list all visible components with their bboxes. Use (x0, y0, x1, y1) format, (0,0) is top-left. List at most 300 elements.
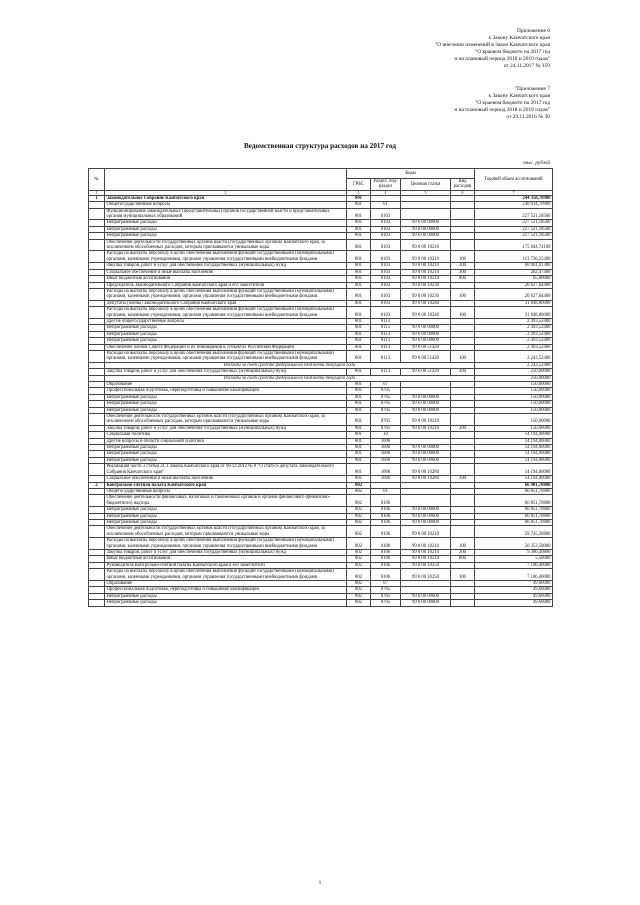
cs-cell: 99 0 00 00000 (401, 226, 451, 232)
razdel-cell: 1006 (371, 457, 401, 463)
razdel-cell: 0113 (371, 369, 401, 375)
sum-cell: 230 014,70900 (475, 202, 553, 208)
cs-cell: 99 0 00 10210 (401, 526, 451, 538)
grbs-cell: 802 (347, 482, 371, 488)
header-razdel: Раздел, под-раздел (371, 179, 401, 191)
sum-cell: 14 194,00000 (475, 464, 553, 476)
appendix-line: к Закону Камчатского края (488, 35, 550, 41)
sum-cell: 14 194,00000 (475, 438, 553, 444)
sum-cell: 49,60000 (475, 587, 553, 593)
razdel-cell: 0113 (371, 344, 401, 350)
cs-cell (401, 495, 451, 507)
razdel-cell: 0113 (371, 318, 401, 324)
row-name: Депутаты (члены) Законодательного Собрания Камчатского края (105, 300, 347, 306)
vr-cell: 200 (451, 263, 475, 269)
cs-cell: 99 0 00 00000 (401, 451, 451, 457)
sum-cell: 31 848,80000 (475, 300, 553, 306)
appendix-line: от 29.11.2016 № 30 (506, 114, 550, 120)
row-number (89, 538, 105, 550)
vr-cell (451, 526, 475, 538)
grbs-cell: 801 (347, 269, 371, 275)
cs-cell: 99 0 00 51420 (401, 350, 451, 362)
sum-cell: 66 851,70800 (475, 495, 553, 507)
razdel-cell: 0103 (371, 269, 401, 275)
cs-cell: 99 0 00 10230 (401, 282, 451, 288)
row-number (89, 288, 105, 300)
row-name: Обеспечение деятельности государственных органов власти (государственных органов) Камчатского края, за исключением обособленных расходов, которым присваиваются уникальные коды (105, 414, 347, 426)
sum-cell: 282,47400 (475, 269, 553, 275)
grbs-cell: 802 (347, 513, 371, 519)
sum-cell: 250,00000 (475, 375, 553, 381)
row-name: Другие общегосударственные вопросы (105, 318, 347, 324)
sum-cell: 2 493,52400 (475, 331, 553, 337)
razdel-cell: 01 (371, 488, 401, 494)
grbs-cell: 801 (347, 457, 371, 463)
cs-cell: 99 0 00 10210 (401, 263, 451, 269)
row-name: Непрограммные расходы (105, 519, 347, 525)
row-name: Непрограммные расходы (105, 325, 347, 331)
razdel-cell: 0705 (371, 425, 401, 431)
razdel-cell: 0103 (371, 307, 401, 319)
sum-cell: 65,00000 (475, 276, 553, 282)
grbs-cell: 801 (347, 445, 371, 451)
row-name: Расходы на выплаты персоналу в целях обеспечения выполнения функций государственными (муниципальными) органами, казенными учреждениями, органами управления государственными внебюджетными фондами (105, 251, 347, 263)
grbs-cell: 801 (347, 233, 371, 239)
note-cell: Расходы за счет средств федерального бюджета текущего года (105, 375, 475, 381)
grbs-cell: 802 (347, 495, 371, 507)
razdel-cell: 0106 (371, 549, 401, 555)
grbs-cell: 801 (347, 401, 371, 407)
table-row (89, 526, 553, 538)
appendix-line: "О внесении изменений в Закон Камчатского края (435, 42, 550, 48)
cs-cell: 99 0 00 00000 (401, 338, 451, 344)
razdel-cell: 0705 (371, 407, 401, 413)
grbs-cell: 801 (347, 369, 371, 375)
razdel-cell: 0106 (371, 556, 401, 562)
row-name: Руководитель Контрольно-счетной палаты Камчатского края и его заместители (105, 562, 347, 568)
sum-cell: 66 851,70800 (475, 513, 553, 519)
grbs-cell: 801 (347, 476, 371, 482)
header-name (105, 169, 347, 191)
cs-cell: 99 0 00 10230 (401, 288, 451, 300)
sum-cell: 66 851,70800 (475, 519, 553, 525)
sum-cell: 14 194,00000 (475, 432, 553, 438)
appendix-line: "О краевом бюджете на 2017 год (475, 100, 550, 106)
grbs-cell: 801 (347, 288, 371, 300)
row-name: Непрограммные расходы (105, 331, 347, 337)
vr-cell: 200 (451, 549, 475, 555)
row-name: Другие вопросы в области социальной политики (105, 438, 347, 444)
appendix-line: "Приложение 7 (514, 86, 550, 92)
vr-cell: 200 (451, 369, 475, 375)
col-number: 7 (475, 190, 553, 195)
row-name: Расходы на выплаты персоналу в целях обеспечения выполнения функций государственными (муниципальными) органами, казенными учреждениями, органами управления государственными внебюджетными фондами (105, 538, 347, 550)
vr-cell: 800 (451, 556, 475, 562)
header-sum: Годовой объем ассигнований (475, 169, 553, 191)
sum-cell: 250,00000 (475, 369, 553, 375)
cs-cell: 99 0 00 10280 (401, 476, 451, 482)
row-name: Непрограммные расходы (105, 457, 347, 463)
grbs-cell: 801 (347, 331, 371, 337)
cs-cell: 99 0 00 00000 (401, 233, 451, 239)
grbs-cell: 801 (347, 394, 371, 400)
sum-cell: 59 745,30800 (475, 526, 553, 538)
sum-cell: 2 493,52400 (475, 344, 553, 350)
razdel-cell: 0103 (371, 239, 401, 251)
vr-cell (451, 600, 475, 606)
header-vr: Вид расходов (451, 179, 475, 191)
grbs-cell: 801 (347, 226, 371, 232)
grbs-cell: 801 (347, 407, 371, 413)
table-row (89, 569, 553, 581)
grbs-cell: 802 (347, 587, 371, 593)
cs-cell: 99 0 00 10210 (401, 414, 451, 426)
sum-cell: 7 106,40000 (475, 569, 553, 581)
row-number (89, 251, 105, 263)
grbs-cell: 802 (347, 600, 371, 606)
row-number (89, 307, 105, 319)
grbs-cell: 802 (347, 562, 371, 568)
vr-cell (451, 464, 475, 476)
razdel-cell: 07 (371, 581, 401, 587)
sum-cell: 150,00000 (475, 414, 553, 426)
row-name: Непрограммные расходы (105, 220, 347, 226)
cs-cell: 99 0 00 10210 (401, 251, 451, 263)
sum-cell: 2 493,52400 (475, 318, 553, 324)
row-number (89, 350, 105, 362)
vr-cell (451, 239, 475, 251)
sum-cell: 20 627,64400 (475, 288, 553, 300)
row-name: Иные бюджетные ассигнования (105, 276, 347, 282)
row-name: Расходы на выплаты персоналу в целях обеспечения выполнения функций государственными (муниципальными) органами, казенными учреждениями, органами управления государственными внебюджетными фондами (105, 307, 347, 319)
row-name: Иные бюджетные ассигнования (105, 556, 347, 562)
razdel-cell: 1006 (371, 451, 401, 457)
grbs-cell: 801 (347, 350, 371, 362)
row-name: Образование (105, 382, 347, 388)
table-row (89, 239, 553, 251)
razdel-cell: 1006 (371, 476, 401, 482)
row-name: Реализация части 3 статьи 21.1 Закона Камчатского края от 08.12.2012 № 8 "О статусе депутата Законодательного Собрания Камчатского края" (105, 464, 347, 476)
appendix-line: от 24.11.2017 № 159 (503, 63, 550, 69)
row-name: Председатель Законодательного Собрания Камчатского края и его заместители (105, 282, 347, 288)
razdel-cell: 0106 (371, 526, 401, 538)
vr-cell: 100 (451, 569, 475, 581)
grbs-cell: 801 (347, 325, 371, 331)
vr-cell: 300 (451, 269, 475, 275)
document-title: Ведомственная структура расходов на 2017 год (243, 142, 397, 150)
sum-cell: 66 851,70800 (475, 488, 553, 494)
razdel-cell: 1006 (371, 438, 401, 444)
cs-cell: 99 0 00 00000 (401, 331, 451, 337)
sum-cell: 150,00000 (475, 407, 553, 413)
cs-cell: 99 0 00 00000 (401, 394, 451, 400)
row-name: Расходы на выплаты персоналу в целях обеспечения выполнения функций государственными (муниципальными) органами, казенными учреждениями, органами управления государственными внебюджетными фондами (105, 569, 347, 581)
sum-cell: 60 961,01300 (475, 263, 553, 269)
razdel-cell: 1006 (371, 464, 401, 476)
row-name: Закупка товаров, работ и услуг для обеспечения государственных (муниципальных) нужд (105, 369, 347, 375)
razdel-cell: 0113 (371, 331, 401, 337)
row-name: Непрограммные расходы (105, 445, 347, 451)
sum-cell: 227 521,18500 (475, 208, 553, 220)
table-row (89, 538, 553, 550)
razdel-cell: 07 (371, 382, 401, 388)
sum-cell: 227 521,18500 (475, 226, 553, 232)
table-row (89, 307, 553, 319)
grbs-cell: 802 (347, 556, 371, 562)
grbs-cell: 802 (347, 593, 371, 599)
row-number (89, 569, 105, 581)
sum-cell: 14 194,00000 (475, 445, 553, 451)
sum-cell: 66 901,70800 (475, 482, 553, 488)
cs-cell: 99 0 00 00000 (401, 593, 451, 599)
appendix-line: Приложение 6 (517, 28, 550, 34)
vr-cell: 800 (451, 276, 475, 282)
grbs-cell: 801 (347, 195, 371, 201)
row-name: Профессиональная подготовка, переподготовка и повышение квалификации (105, 587, 347, 593)
cs-cell: 99 0 00 00000 (401, 325, 451, 331)
unit-label: тыс. рублей (523, 160, 550, 166)
cs-cell: 99 0 00 51420 (401, 369, 451, 375)
cs-cell: 99 0 00 10210 (401, 538, 451, 550)
sum-cell: 113 736,25400 (475, 251, 553, 263)
row-name: Расходы на выплаты персоналу в целях обеспечения выполнения функций государственными (муниципальными) органами, казенными учреждениями, органами управления государственными внебюджетными фондами (105, 288, 347, 300)
col-number: 5 (401, 190, 451, 195)
sum-cell: 2 493,52400 (475, 338, 553, 344)
row-name: Социальное обеспечение и иные выплаты населению (105, 476, 347, 482)
sum-cell: 9 386,30800 (475, 549, 553, 555)
razdel-cell: 0705 (371, 593, 401, 599)
razdel-cell: 0103 (371, 226, 401, 232)
sum-cell: 175 044,74100 (475, 239, 553, 251)
row-name: Непрограммные расходы (105, 226, 347, 232)
row-number (89, 526, 105, 538)
grbs-cell: 801 (347, 202, 371, 208)
cs-cell: 99 0 00 00000 (401, 457, 451, 463)
cs-cell: 99 0 00 00000 (401, 401, 451, 407)
row-name: Непрограммные расходы (105, 507, 347, 513)
row-name: Обеспечение деятельности финансовых, налоговых и таможенных органов и органов финансового (финансово-бюджетного) надзора (105, 495, 347, 507)
cs-cell: 99 0 00 10210 (401, 276, 451, 282)
grbs-cell: 802 (347, 519, 371, 525)
razdel-cell: 0103 (371, 276, 401, 282)
table-row (89, 350, 553, 362)
grbs-cell: 802 (347, 488, 371, 494)
row-name: Обеспечение деятельности государственных органов власти (государственных органов) Камчатского края, за исключением обособленных расходов, которым присваиваются уникальные коды (105, 239, 347, 251)
row-number (89, 464, 105, 476)
sum-cell: 2 243,52400 (475, 350, 553, 362)
razdel-cell: 0705 (371, 401, 401, 407)
row-name: Расходы на выплаты персоналу в целях обеспечения выполнения функций государственными (муниципальными) органами, казенными учреждениями, органами управления государственными внебюджетными фондами (105, 350, 347, 362)
vr-cell: 100 (451, 538, 475, 550)
grbs-cell: 801 (347, 451, 371, 457)
header-num: № (89, 169, 105, 191)
header-cs: Целевая статья (401, 179, 451, 191)
grbs-cell: 801 (347, 263, 371, 269)
sum-cell: 150,00000 (475, 401, 553, 407)
grbs-cell: 801 (347, 208, 371, 220)
razdel-cell: 0103 (371, 251, 401, 263)
sum-cell: 50 353,50000 (475, 538, 553, 550)
sum-cell: 150,00000 (475, 388, 553, 394)
page-number: 1 (318, 880, 322, 886)
sum-cell: 150,00000 (475, 382, 553, 388)
note-cell: Расходы за счет средств федерального бюджета текущего года (105, 362, 475, 368)
cs-cell: 99 0 00 10280 (401, 464, 451, 476)
table-row (89, 208, 553, 220)
grbs-cell: 801 (347, 220, 371, 226)
cs-cell: 99 0 00 10210 (401, 239, 451, 251)
razdel-cell: 0103 (371, 300, 401, 306)
sum-cell: 14 194,00000 (475, 476, 553, 482)
row-name: Законодательное Собрание Камчатского края (105, 195, 347, 201)
grbs-cell: 801 (347, 388, 371, 394)
row-name: Закупка товаров, работ и услуг для обеспечения государственных (муниципальных) нужд (105, 425, 347, 431)
expenditure-table (88, 168, 553, 607)
sum-cell: 31 848,80000 (475, 307, 553, 319)
appendix-new (390, 28, 550, 70)
sum-cell: 14 194,00000 (475, 451, 553, 457)
sum-cell: 2 493,52400 (475, 325, 553, 331)
grbs-cell: 801 (347, 307, 371, 319)
row-name: Непрограммные расходы (105, 338, 347, 344)
razdel-cell: 0705 (371, 600, 401, 606)
cs-cell: 99 0 00 00000 (401, 407, 451, 413)
cs-cell (401, 208, 451, 220)
row-name: Непрограммные расходы (105, 593, 347, 599)
row-name: Обеспечение деятельности государственных органов власти (государственных органов) Камчатского края, за исключением обособленных расходов, которым присваиваются уникальные коды (105, 526, 347, 538)
razdel-cell: 0103 (371, 282, 401, 288)
row-name: Общегосударственные вопросы (105, 488, 347, 494)
razdel-cell: 0106 (371, 507, 401, 513)
grbs-cell: 801 (347, 382, 371, 388)
sum-cell: 49,60000 (475, 581, 553, 587)
row-name: Функционирование законодательных (представительных) органов государственной власти и представительных органов муниципальных образований (105, 208, 347, 220)
vr-cell: 300 (451, 476, 475, 482)
row-name: Непрограммные расходы (105, 401, 347, 407)
grbs-cell: 802 (347, 526, 371, 538)
grbs-cell: 802 (347, 569, 371, 581)
razdel-cell: 0103 (371, 220, 401, 226)
row-name: Закупка товаров, работ и услуг для обеспечения государственных (муниципальных) нужд (105, 263, 347, 269)
grbs-cell: 802 (347, 581, 371, 587)
razdel-cell: 0103 (371, 233, 401, 239)
cs-cell: 99 0 00 00000 (401, 513, 451, 519)
razdel-cell: 0106 (371, 569, 401, 581)
sum-cell: 7 106,40000 (475, 562, 553, 568)
grbs-cell: 801 (347, 300, 371, 306)
razdel-cell: 10 (371, 432, 401, 438)
razdel-cell: 0113 (371, 350, 401, 362)
table-row (89, 495, 553, 507)
row-name: Общегосударственные вопросы (105, 202, 347, 208)
vr-cell (451, 495, 475, 507)
col-number: 2 (105, 190, 347, 195)
row-name: Непрограммные расходы (105, 513, 347, 519)
razdel-cell: 01 (371, 202, 401, 208)
header-grbs: ГРБС (347, 179, 371, 191)
razdel-cell: 0103 (371, 288, 401, 300)
sum-cell: 244 358,70900 (475, 195, 553, 201)
razdel-cell: 0106 (371, 538, 401, 550)
row-name: Закупка товаров, работ и услуг для обеспечения государственных (муниципальных) нужд (105, 549, 347, 555)
grbs-cell: 801 (347, 414, 371, 426)
sum-cell: 150,00000 (475, 394, 553, 400)
appendix-line: к Закону Камчатского края (488, 93, 550, 99)
vr-cell (451, 414, 475, 426)
sum-cell: 49,60000 (475, 593, 553, 599)
sum-cell: 150,00000 (475, 425, 553, 431)
vr-cell (451, 208, 475, 220)
grbs-cell: 802 (347, 538, 371, 550)
cs-cell: 99 0 00 10250 (401, 562, 451, 568)
row-number: 1 (89, 195, 105, 201)
sum-cell: 20 627,64400 (475, 282, 553, 288)
cs-cell: 99 0 00 00000 (401, 507, 451, 513)
grbs-cell: 801 (347, 464, 371, 476)
grbs-cell: 801 (347, 432, 371, 438)
grbs-cell: 801 (347, 344, 371, 350)
table-row (89, 600, 553, 606)
razdel-cell: 0113 (371, 325, 401, 331)
razdel-cell: 0103 (371, 208, 401, 220)
razdel-cell: 0106 (371, 513, 401, 519)
col-number: 1 (89, 190, 105, 195)
cs-cell: 99 0 00 00000 (401, 220, 451, 226)
row-number (89, 414, 105, 426)
appendix-line: "О краевом бюджете на 2017 год (475, 49, 550, 55)
razdel-cell: 1006 (371, 445, 401, 451)
grbs-cell: 801 (347, 251, 371, 263)
cs-cell: 99 0 00 10240 (401, 307, 451, 319)
sum-cell: 5,50000 (475, 556, 553, 562)
row-name: Обеспечение членов Совета Федерации и их помощников в субъектах Российской Федерации (105, 344, 347, 350)
cs-cell: 99 0 00 51420 (401, 344, 451, 350)
table-row (89, 251, 553, 263)
grbs-cell: 801 (347, 425, 371, 431)
grbs-cell: 802 (347, 549, 371, 555)
vr-cell: 100 (451, 288, 475, 300)
razdel-cell: 0106 (371, 519, 401, 525)
header-codes: Коды (347, 169, 475, 179)
sum-cell: 2 243,52400 (475, 362, 553, 368)
vr-cell: 100 (451, 307, 475, 319)
table-row (89, 288, 553, 300)
row-number: 2 (89, 482, 105, 488)
razdel-cell: 0103 (371, 263, 401, 269)
razdel-cell: 0705 (371, 414, 401, 426)
cs-cell: 99 0 00 10210 (401, 269, 451, 275)
grbs-cell: 801 (347, 318, 371, 324)
cs-cell: 99 0 00 10240 (401, 300, 451, 306)
col-number: 6 (451, 190, 475, 195)
sum-cell: 49,60000 (475, 600, 553, 606)
row-name: Непрограммные расходы (105, 600, 347, 606)
row-name: Контрольно-счетная палата Камчатского края (105, 482, 347, 488)
appendix-line: и на плановый период 2018 и 2019 годов" (454, 107, 550, 113)
row-name: Непрограммные расходы (105, 451, 347, 457)
razdel-cell: 0705 (371, 394, 401, 400)
grbs-cell: 801 (347, 438, 371, 444)
vr-cell: 100 (451, 350, 475, 362)
row-name: Непрограммные расходы (105, 407, 347, 413)
razdel-cell: 0106 (371, 562, 401, 568)
grbs-cell: 801 (347, 282, 371, 288)
col-number: 4 (371, 190, 401, 195)
cs-cell: 99 0 00 10210 (401, 549, 451, 555)
row-number (89, 239, 105, 251)
grbs-cell: 802 (347, 507, 371, 513)
cs-cell: 99 0 00 10210 (401, 556, 451, 562)
